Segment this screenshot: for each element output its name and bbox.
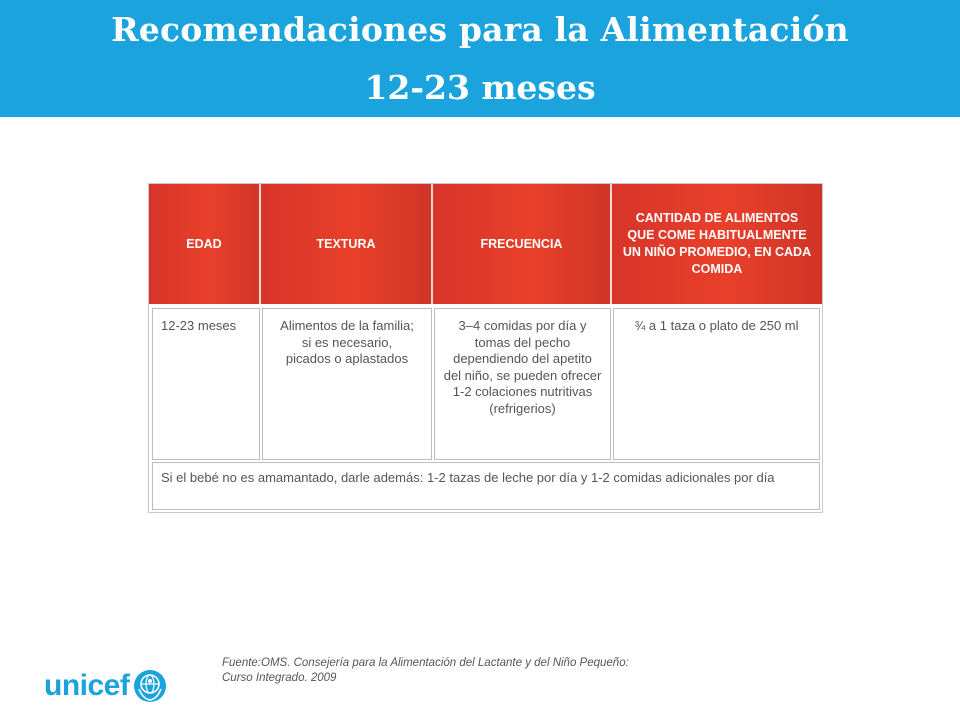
cell-frecuencia: 3–4 comidas por día y tomas del pecho dependiendo del apetito del niño, se pueden ofrecer 1-2 colaciones nutritivas (refrigerios) (434, 308, 611, 460)
title-banner (0, 0, 960, 117)
unicef-logo (44, 668, 167, 704)
cell-edad: 12-23 meses (152, 308, 260, 460)
table-footnote: Si el bebé no es amamantado, darle además: 1-2 tazas de leche por día y 1-2 comidas adicionales por día (152, 462, 820, 510)
column-header-edad: EDAD (149, 184, 259, 304)
unicef-logo-text: unicef (44, 669, 130, 702)
source-line-2: Curso Integrado. 2009 (222, 672, 337, 684)
cell-cantidad: ¾ a 1 taza o plato de 250 ml (613, 308, 820, 460)
source-line-1: Fuente:OMS. Consejería para la Alimentación del Lactante y del Niño Pequeño: (222, 657, 629, 669)
cell-textura: Alimentos de la familia; si es necesario, picados o aplastados (262, 308, 432, 460)
column-header-textura: TEXTURA (261, 184, 431, 304)
column-header-frecuencia: FRECUENCIA (433, 184, 610, 304)
source-citation (222, 656, 742, 686)
slide-title: Recomendaciones para la Alimentación (111, 10, 849, 49)
slide-subtitle: 12-23 meses (364, 68, 596, 107)
un-emblem-icon (133, 669, 167, 703)
column-header-cantidad: CANTIDAD DE ALIMENTOS QUE COME HABITUALMENTE UN NIÑO PROMEDIO, EN CADA COMIDA (612, 184, 822, 304)
feeding-table (148, 183, 823, 513)
